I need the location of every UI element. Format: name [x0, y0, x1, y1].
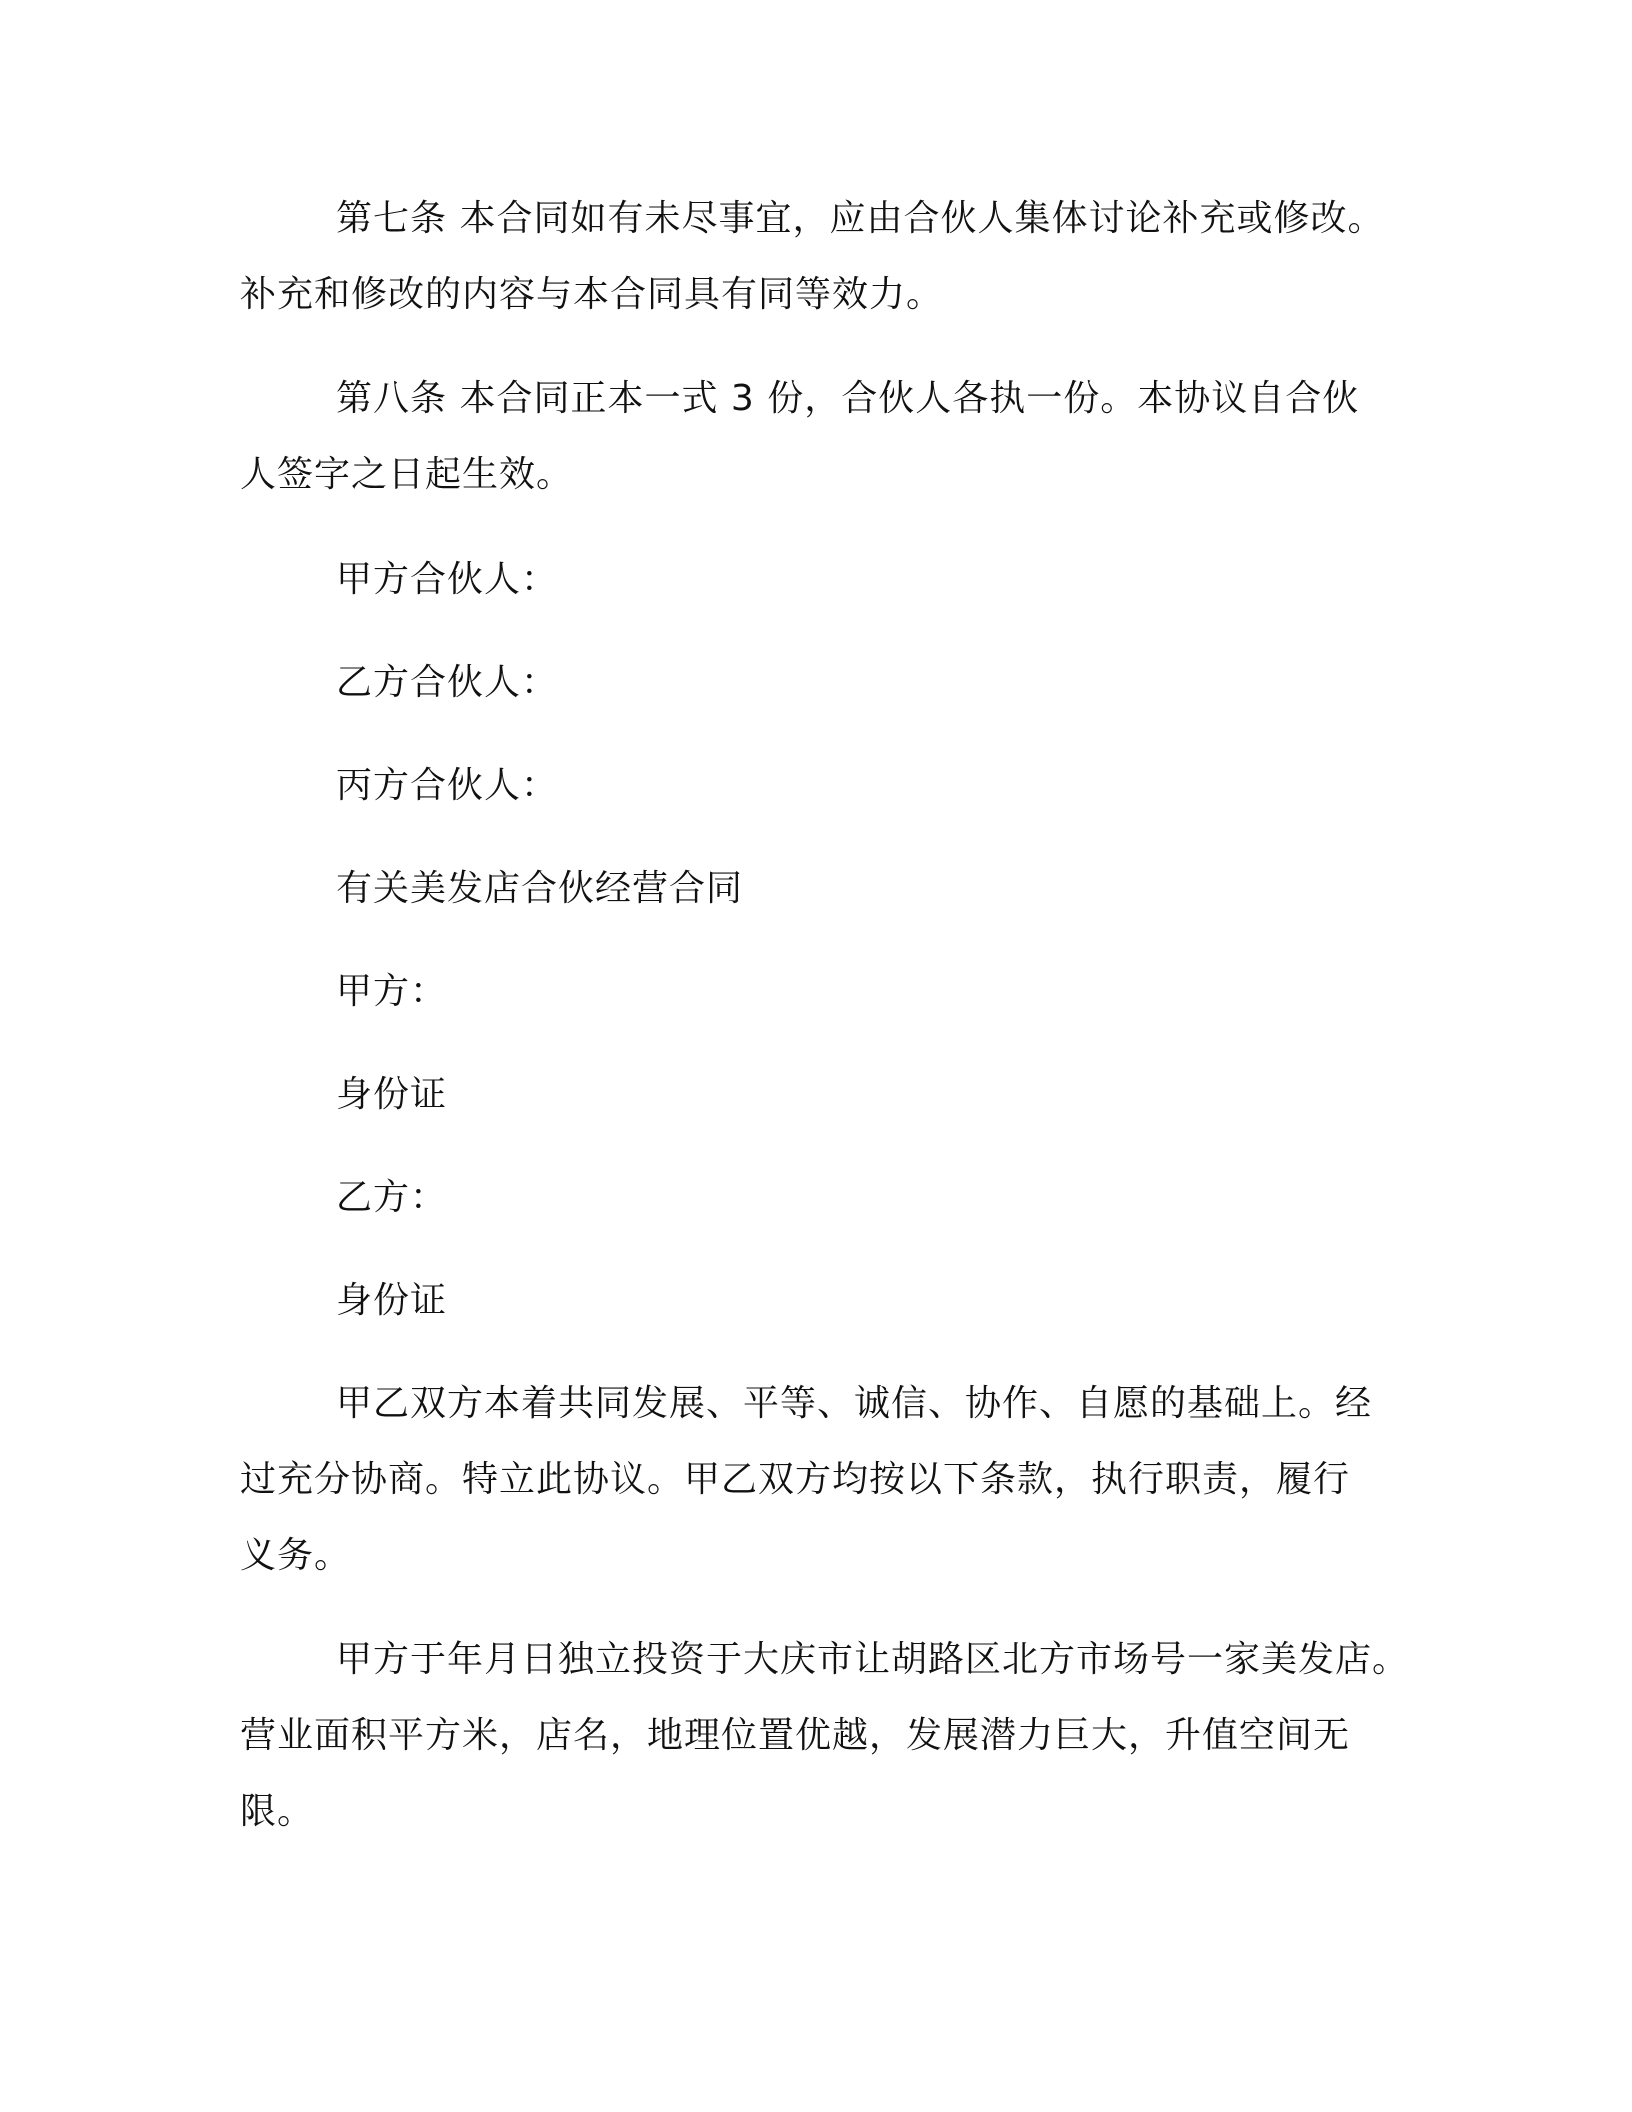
clause-8-paragraph: [240, 361, 1410, 513]
party-b-id-label: 身份证: [336, 1280, 448, 1321]
preamble-paragraph: [240, 1366, 1410, 1594]
party-a-partner-label: 甲方合伙人：: [336, 559, 559, 600]
investment-line-3: 限。: [240, 1791, 315, 1832]
party-b-label: 乙方：: [336, 1177, 448, 1218]
contract-title: 有关美发店合伙经营合同: [336, 868, 744, 909]
preamble-line-3: 义务。: [240, 1535, 352, 1576]
clause-7-paragraph: [240, 181, 1410, 333]
clause-8-line-2: 人签字之日起生效。: [240, 454, 574, 495]
party-a-id-label: 身份证: [336, 1074, 448, 1115]
party-a-label: 甲方：: [336, 971, 448, 1012]
investment-line-1: 甲方于年月日独立投资于大庆市让胡路区北方市场号一家美发店。: [336, 1639, 1410, 1680]
clause-7-line-2: 补充和修改的内容与本合同具有同等效力。: [240, 274, 944, 315]
preamble-line-2: 过充分协商。特立此协议。甲乙双方均按以下条款，执行职责，履行: [240, 1459, 1351, 1500]
investment-paragraph: [240, 1622, 1410, 1850]
party-c-partner-label: 丙方合伙人：: [336, 765, 559, 806]
investment-line-2: 营业面积平方米，店名，地理位置优越，发展潜力巨大，升值空间无: [240, 1715, 1351, 1756]
clause-8-line-1: 第八条 本合同正本一式 3 份，合伙人各执一份。本协议自合伙: [336, 378, 1360, 419]
preamble-line-1: 甲乙双方本着共同发展、平等、诚信、协作、自愿的基础上。经: [336, 1383, 1373, 1424]
clause-7-line-1: 第七条 本合同如有未尽事宜，应由合伙人集体讨论补充或修改。: [336, 198, 1385, 239]
party-b-partner-label: 乙方合伙人：: [336, 662, 559, 703]
